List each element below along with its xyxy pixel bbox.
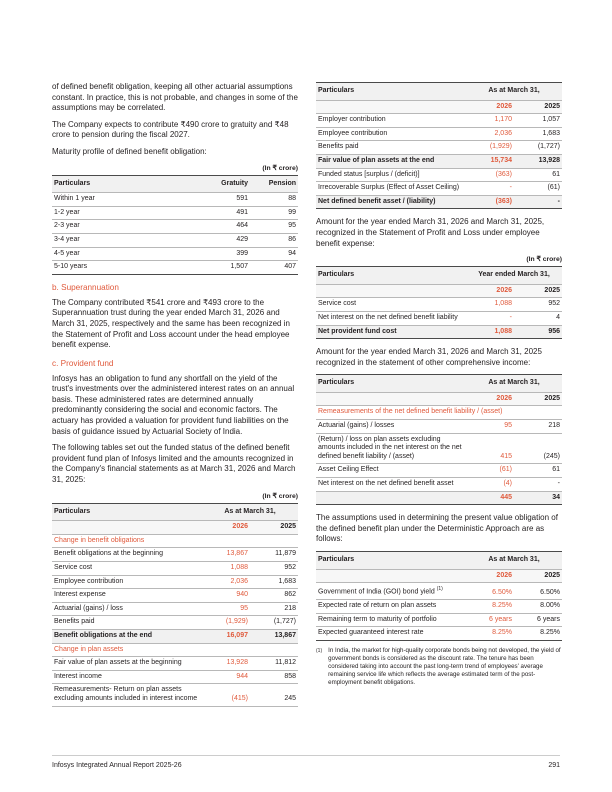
cell bbox=[316, 491, 466, 505]
cell: Fair value of plan assets at the beginning bbox=[52, 657, 202, 671]
header-cell: Particulars bbox=[316, 83, 466, 101]
cell: Remeasurements of the net defined benefit liability / (asset) bbox=[316, 406, 562, 420]
table-row bbox=[316, 325, 562, 339]
cell: 491 bbox=[186, 206, 250, 220]
table-header-row bbox=[316, 375, 562, 393]
header-cell: Particulars bbox=[316, 552, 466, 570]
cell: (1,727) bbox=[250, 616, 298, 630]
cell: Benefit obligations at the end bbox=[52, 629, 202, 643]
cell: 1-2 year bbox=[52, 206, 186, 220]
cell: 858 bbox=[250, 670, 298, 684]
cell: Service cost bbox=[316, 298, 466, 312]
cell: 445 bbox=[466, 491, 514, 505]
cell: Irrecoverable Surplus (Effect of Asset Ceiling) bbox=[316, 182, 466, 196]
cell: Employer contribution bbox=[316, 114, 466, 128]
table-row bbox=[316, 182, 562, 196]
cell: 1,057 bbox=[514, 114, 562, 128]
header-cell: As at March 31, bbox=[466, 83, 562, 101]
cell: 13,928 bbox=[514, 154, 562, 168]
cell: 6 years bbox=[514, 613, 562, 627]
table-row bbox=[52, 629, 298, 643]
provident-fund-table bbox=[52, 503, 298, 707]
cell: 6.50% bbox=[466, 583, 514, 600]
table-row bbox=[52, 548, 298, 562]
cell: Actuarial (gains) / losses bbox=[316, 420, 466, 434]
cell: 4 bbox=[514, 311, 562, 325]
cell: 218 bbox=[514, 420, 562, 434]
header-cell: Particulars bbox=[52, 175, 186, 193]
header-cell: Gratuity bbox=[186, 175, 250, 193]
cell: 2-3 year bbox=[52, 220, 186, 234]
table-row bbox=[52, 247, 298, 261]
cell: Benefits paid bbox=[52, 616, 202, 630]
year-cell: 2025 bbox=[514, 392, 562, 406]
cell: 13,867 bbox=[250, 629, 298, 643]
cell: 95 bbox=[202, 602, 250, 616]
cell: 862 bbox=[250, 589, 298, 603]
cell: Employee contribution bbox=[52, 575, 202, 589]
cell: 429 bbox=[186, 233, 250, 247]
cell: 415 bbox=[466, 433, 514, 464]
table-row bbox=[316, 433, 562, 464]
paragraph: The following tables set out the funded status of the defined benefit provident fund plan of Infosys limited and the amounts recognized in the Company's financial statements as at March 31, 2026 and March 31, 2025: bbox=[52, 443, 296, 485]
pf-cost-table bbox=[316, 266, 562, 339]
header-cell: Particulars bbox=[316, 267, 466, 285]
cell: 8.25% bbox=[514, 627, 562, 641]
footer-title: Infosys Integrated Annual Report 2025-26 bbox=[52, 762, 182, 769]
cell: (415) bbox=[202, 684, 250, 706]
cell: (245) bbox=[514, 433, 562, 464]
cell: 61 bbox=[514, 464, 562, 478]
table-row bbox=[316, 406, 562, 420]
table-row bbox=[52, 193, 298, 207]
table-row bbox=[52, 616, 298, 630]
cell: 464 bbox=[186, 220, 250, 234]
cell: 61 bbox=[514, 168, 562, 182]
cell: 16,097 bbox=[202, 629, 250, 643]
table-header-row bbox=[52, 503, 298, 521]
table-row bbox=[316, 154, 562, 168]
year-cell: 2026 bbox=[202, 521, 250, 535]
paragraph: Amount for the year ended March 31, 2026 and March 31, 2025, recognized in the Statement of Profit and Loss under employee benefit expense: bbox=[316, 217, 545, 248]
paragraph: of defined benefit obligation, keeping all other actuarial assumptions constant. In practice, this is not probable, and changes in some of the assumptions may be correlated. bbox=[52, 82, 298, 113]
left-column bbox=[52, 82, 298, 707]
maturity-table bbox=[52, 175, 298, 275]
cell bbox=[316, 284, 466, 298]
paragraph: The Company contributed ₹541 crore and ₹493 crore to the Superannuation trust during the year ended March 31, 2026 and March 31, 2025, respectively and the same has been recognized in the Statement of Profit and Loss account under the head employee benefit expense. bbox=[52, 297, 290, 350]
cell: - bbox=[466, 182, 514, 196]
table-row bbox=[316, 464, 562, 478]
cell: 5-10 years bbox=[52, 261, 186, 275]
table-row bbox=[52, 233, 298, 247]
cell: - bbox=[466, 311, 514, 325]
cell: - bbox=[514, 195, 562, 209]
table-row bbox=[52, 589, 298, 603]
cell: 95 bbox=[466, 420, 514, 434]
cell bbox=[52, 521, 202, 535]
table-row bbox=[52, 534, 298, 548]
header-cell: Particulars bbox=[316, 375, 466, 393]
cell: 15,734 bbox=[466, 154, 514, 168]
header-cell: Particulars bbox=[52, 503, 202, 521]
header-cell: As at March 31, bbox=[466, 375, 562, 393]
footnote-text: In India, the market for high-quality corporate bonds being not developed, the yield of government bonds is considered as the discount rate. The tenure has been considered taking into account the past long-term trend of employees' average remaining service life which reflects the average estimated term of the post-employment benefit obligations. bbox=[328, 646, 561, 686]
cell: 1,088 bbox=[202, 562, 250, 576]
cell: 1,170 bbox=[466, 114, 514, 128]
table-row bbox=[316, 127, 562, 141]
cell: 591 bbox=[186, 193, 250, 207]
cell: 245 bbox=[250, 684, 298, 706]
year-cell: 2025 bbox=[250, 521, 298, 535]
cell: Net interest on the net defined benefit liability bbox=[316, 311, 466, 325]
footnote bbox=[316, 647, 562, 687]
cell: Interest expense bbox=[52, 589, 202, 603]
year-row bbox=[316, 284, 562, 298]
cell: Benefits paid bbox=[316, 141, 466, 155]
table-row bbox=[52, 220, 298, 234]
cell: 4-5 year bbox=[52, 247, 186, 261]
table-row bbox=[316, 420, 562, 434]
page-number: 291 bbox=[548, 762, 560, 769]
cell bbox=[316, 569, 466, 583]
table-header-row bbox=[52, 175, 298, 193]
header-cell: As at March 31, bbox=[466, 552, 562, 570]
cell: 95 bbox=[250, 220, 298, 234]
cell: 2,036 bbox=[202, 575, 250, 589]
cell: 99 bbox=[250, 206, 298, 220]
cell: 8.00% bbox=[514, 600, 562, 614]
cell: Benefit obligations at the beginning bbox=[52, 548, 202, 562]
table-row bbox=[316, 583, 562, 600]
cell: Funded status [surplus / (deficit)] bbox=[316, 168, 466, 182]
table-header-row bbox=[316, 83, 562, 101]
cell: Fair value of plan assets at the end bbox=[316, 154, 466, 168]
table-row bbox=[316, 298, 562, 312]
cell: 11,879 bbox=[250, 548, 298, 562]
cell: 13,867 bbox=[202, 548, 250, 562]
table-row bbox=[52, 562, 298, 576]
year-cell: 2026 bbox=[466, 569, 514, 583]
paragraph: Maturity profile of defined benefit obligation: bbox=[52, 146, 207, 156]
header-cell: Year ended March 31, bbox=[466, 267, 562, 285]
cell: 1,088 bbox=[466, 325, 514, 339]
year-cell: 2026 bbox=[466, 284, 514, 298]
cell bbox=[316, 392, 466, 406]
unit-label: (In ₹ crore) bbox=[262, 164, 298, 172]
table-row bbox=[52, 575, 298, 589]
cell: Asset Ceiling Effect bbox=[316, 464, 466, 478]
cell: Remaining term to maturity of portfolio bbox=[316, 613, 466, 627]
year-row bbox=[52, 521, 298, 535]
table-row bbox=[52, 261, 298, 275]
cell: 8.25% bbox=[466, 600, 514, 614]
table-row bbox=[52, 670, 298, 684]
year-cell: 2025 bbox=[514, 100, 562, 114]
cell: Employee contribution bbox=[316, 127, 466, 141]
right-column bbox=[316, 82, 562, 687]
cell: Net interest on the net defined benefit asset bbox=[316, 478, 466, 492]
cell: 940 bbox=[202, 589, 250, 603]
table-row bbox=[316, 627, 562, 641]
section-heading: b. Superannuation bbox=[52, 282, 119, 292]
cell: Expected guaranteed interest rate bbox=[316, 627, 466, 641]
cell: Net provident fund cost bbox=[316, 325, 466, 339]
table-row bbox=[316, 491, 562, 505]
year-row bbox=[316, 392, 562, 406]
cell: 1,683 bbox=[514, 127, 562, 141]
cell: Change in benefit obligations bbox=[52, 534, 298, 548]
cell: Net defined benefit asset / (liability) bbox=[316, 195, 466, 209]
year-row bbox=[316, 569, 562, 583]
cell bbox=[316, 100, 466, 114]
cell bbox=[316, 583, 466, 600]
unit-label: (In ₹ crore) bbox=[262, 492, 298, 500]
cell: 399 bbox=[186, 247, 250, 261]
paragraph: Amount for the year ended March 31, 2026 and March 31, 2025 recognized in the statement of other comprehensive income: bbox=[316, 347, 542, 367]
cell: (363) bbox=[466, 168, 514, 182]
year-cell: 2026 bbox=[466, 100, 514, 114]
cell: (1,727) bbox=[514, 141, 562, 155]
cell: 3-4 year bbox=[52, 233, 186, 247]
table-row bbox=[316, 613, 562, 627]
cell: Within 1 year bbox=[52, 193, 186, 207]
table-row bbox=[52, 206, 298, 220]
table-row bbox=[316, 141, 562, 155]
table-row bbox=[316, 168, 562, 182]
paragraph: The Company expects to contribute ₹490 crore to gratuity and ₹48 crore to pension during the fiscal 2027. bbox=[52, 119, 289, 140]
cell: 88 bbox=[250, 193, 298, 207]
cell: 34 bbox=[514, 491, 562, 505]
paragraph: Infosys has an obligation to fund any shortfall on the yield of the trust's investments over the administered interest rates on an annual basis. These administered rates are determined annually predominantly considering the social and economic factors. The actuary has provided a valuation for provident fund liabilities on the basis of guidance issued by Actuarial Society of India. bbox=[52, 373, 295, 436]
table-row bbox=[316, 311, 562, 325]
cell: Interest income bbox=[52, 670, 202, 684]
cell: 952 bbox=[514, 298, 562, 312]
cell: 1,683 bbox=[250, 575, 298, 589]
cell: (61) bbox=[466, 464, 514, 478]
cell: Actuarial (gains) / loss bbox=[52, 602, 202, 616]
table-header-row bbox=[316, 267, 562, 285]
assumptions-table bbox=[316, 551, 562, 641]
footnote-marker: (1) bbox=[436, 586, 443, 593]
header-cell: As at March 31, bbox=[202, 503, 298, 521]
year-row bbox=[316, 100, 562, 114]
cell: Expected rate of return on plan assets bbox=[316, 600, 466, 614]
cell: 86 bbox=[250, 233, 298, 247]
unit-label: (In ₹ crore) bbox=[526, 256, 562, 264]
cell: 6.50% bbox=[514, 583, 562, 600]
cell: 944 bbox=[202, 670, 250, 684]
year-cell: 2026 bbox=[466, 392, 514, 406]
cell: 2,036 bbox=[466, 127, 514, 141]
cell: 952 bbox=[250, 562, 298, 576]
paragraph: The assumptions used in determining the present value obligation of the defined benefit plan under the Deterministic Approach are as follows: bbox=[316, 513, 558, 544]
table-header-row bbox=[316, 552, 562, 570]
cell: - bbox=[514, 478, 562, 492]
cell: Service cost bbox=[52, 562, 202, 576]
table-row bbox=[52, 643, 298, 657]
cell: Change in plan assets bbox=[52, 643, 298, 657]
cell: (1,929) bbox=[466, 141, 514, 155]
cell: (1,929) bbox=[202, 616, 250, 630]
footer-rule bbox=[52, 755, 560, 756]
table-row bbox=[316, 478, 562, 492]
cell: 6 years bbox=[466, 613, 514, 627]
cell: 218 bbox=[250, 602, 298, 616]
cell: (Return) / loss on plan assets excluding amounts included in the net interest on the net defined benefit liability / (asset) bbox=[316, 433, 466, 464]
cell: (363) bbox=[466, 195, 514, 209]
cell: 11,812 bbox=[250, 657, 298, 671]
cell: 956 bbox=[514, 325, 562, 339]
table-row bbox=[316, 600, 562, 614]
year-cell: 2025 bbox=[514, 569, 562, 583]
cell: 1,088 bbox=[466, 298, 514, 312]
cell: 94 bbox=[250, 247, 298, 261]
cell: Remeasurements- Return on plan assets excluding amounts included in interest income bbox=[52, 684, 202, 706]
section-heading: c. Provident fund bbox=[52, 358, 114, 368]
cell: 8.25% bbox=[466, 627, 514, 641]
oci-table bbox=[316, 374, 562, 505]
cell: (4) bbox=[466, 478, 514, 492]
year-cell: 2025 bbox=[514, 284, 562, 298]
table-row bbox=[52, 657, 298, 671]
footnote-marker: (1) bbox=[316, 647, 323, 654]
header-cell: Pension bbox=[250, 175, 298, 193]
table-row bbox=[316, 195, 562, 209]
plan-assets-table bbox=[316, 82, 562, 209]
cell: 1,507 bbox=[186, 261, 250, 275]
cell: 407 bbox=[250, 261, 298, 275]
table-row bbox=[316, 114, 562, 128]
cell: 13,928 bbox=[202, 657, 250, 671]
cell: (61) bbox=[514, 182, 562, 196]
table-row bbox=[52, 684, 298, 706]
cell-text: Government of India (GOI) bond yield bbox=[318, 588, 435, 596]
table-row bbox=[52, 602, 298, 616]
